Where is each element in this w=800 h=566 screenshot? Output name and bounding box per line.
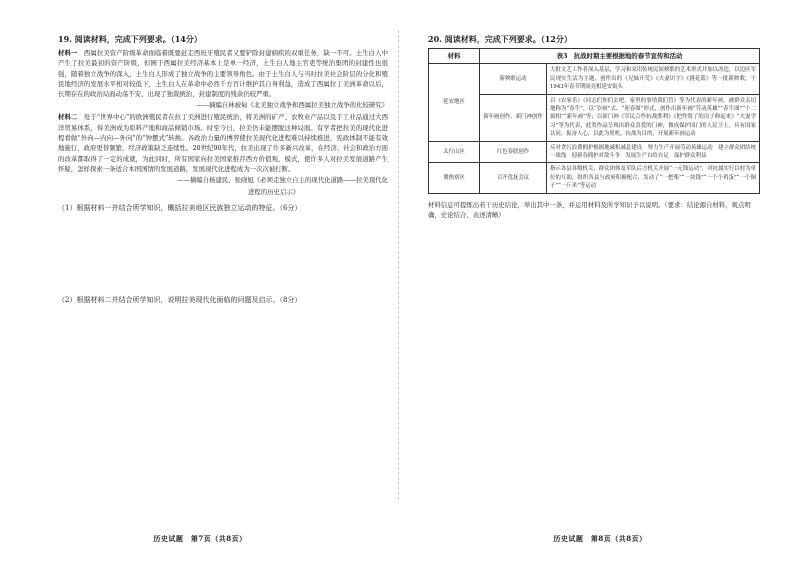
table-cell-activity: 新秧歌运动 [480,64,547,94]
material-table [428,48,760,194]
page-divider [398,30,399,500]
table-cell-activity: 新年画创作、新门神创作 [480,94,547,141]
table-header-row [429,49,760,64]
table-cell-region: 冀热察区 [429,163,480,193]
material-2-source-line1: ——摘编自杨建民、张晓旭《必须走独立自主的现代化道路——拉美现代化 [177,176,388,185]
material-2 [58,112,388,174]
material-2-label: 材料二 [58,113,78,122]
table-cell-desc: 以《农家乐》《同志们你们去吧，家里的事情我们管》等为代表的新年画，被群众亲切地称为“春牛”，以“岁画”式、“迎春图”形式，创作出新年画“劳动英雄”“春牛图”“十二属相”“新年画”等；以新门神《军民合作抗战胜利》《把炸毁了的房子修起来》“夫妻学习”等为代表，此类作品呈现出群众喜爱的门神，做成保护国门的人民卫士，具有国家认同，振奋人心，以此为契机，抗战为目的，开展新年画运动 [547,94,760,141]
table-cell-activity: 红色春联创作 [480,141,547,163]
material-1-text: 西属拉美资产阶级革命面临着既要赶走西班牙殖民者又要铲除封建痼疾的双重任务，缺一不可。土生白人中产生了拉美最初的资产阶级，但囿于西属拉美经济基本上是单一经济，土生白人地主官吏等统治集团的封建性也很强，随着独立战争的深入，土生白人形成了独立战争的主要领导角色。由于土生白人与当时拉美社会阶层的分化和殖民地经济的发展水平相对较低下，土生白人在革命中必然千方百计维护其自身利益，造成了西属拉丁美洲革命以后，长期存在的政治局面动荡不安，出现了独裁统治，封建制度的残余仍较严重。 [58,49,389,99]
material-1-source: ——摘编自林被甸《北美独立战争和西属拉美独立战争的比较研究》 [196,101,388,110]
material-1 [58,48,388,99]
question-19-heading: 19. 阅读材料，完成下列要求。（14分） [58,34,202,44]
material-1-label: 材料一 [58,49,78,57]
question-20-requirement: 材料信息可提炼出若干历史结论，举出其中一条，并运用材料及所学知识予以说明。（要求：结论源自材料，观点明确，史论结合，表述清晰） [428,200,751,219]
table-row [429,64,760,94]
table-cell-desc: 指示各县各级机关、群众团体及军队后方机关开展“一元钱运动”，对抗属实行以村为单位的互助，组织各县与政府积极配合，发动了“一把柴”“一块钱”“一个个鸡蛋”“一个铜子”“一斤米”等运动 [547,163,760,193]
question-19-part-2: （2）根据材料二并结合所学知识，说明拉美现代化面临的问题及启示。（8分） [58,296,302,305]
table-cell-region: 延安地区 [429,64,480,141]
question-20-heading: 20. 阅读材料，完成下列要求。（12分） [428,34,572,44]
page-8-footer: 历史试题 第8页（共8页） [553,534,647,543]
table-cell-activity: 召开优抚会议 [480,163,547,193]
material-2-text: 处于“世界中心”的欧洲殖民者在拉丁美洲进行殖民统治，将美洲的矿产、农牧业产品以及手工业品通过大西洋贸易体系，得美洲成为原料产地和商品倾销市场。时至今日，拉美仍未能摆脱这种局面。有学者把拉美的现代化进程看做“外向—内向—外向”的“钟摆式”转换。各政治力量的博弈使拉美现代化进程难以持续推进，宪政体制不能有效地施行，政府更替频繁，经济政策缺乏连续性。20世纪90年代，拉美出现了许多新兴改革，在经济、社会和政治方面的改革都取得了一定的成就，为此同时，所有国家向拉美国家推荐西方价值观、模式，使许多人对拉美发展道路产生怀疑，怎样探索一条适合本国国情的发展道路，发展现代化进程成为一次次被打断。 [58,113,388,173]
question-19-part-1: （1）根据材料一并结合所学知识，概括拉美地区民族独立运动的特征。（6分） [58,204,302,213]
page-7-footer: 历史试题 第7页（共8页） [153,534,247,543]
table-cell-desc: 反对贪污浪费拥护根据地减租减息建设 努力生产开展劳动英雄运动 建立群众团结统一战线 迎新春拥护对敌斗争 发展生产自给自足 保护群众利益 [547,141,760,163]
exam-page-8 [400,0,800,566]
table-cell-region: 太行山区 [429,141,480,163]
table-title: 表3 抗战时期主要根据地的春节宣传和活动 [480,49,760,64]
table-row [429,163,760,193]
table-header-material: 材料 [429,49,480,64]
table-row [429,141,760,163]
table-cell-desc: 大批文艺工作者深入基层，学习和采用传统民间秧歌的艺术形式并加以改造，以边区军民现实生活为主题，创作出的《兄妹开荒》《夫妻识字》《挑花篮》等一批新秧歌，于1943年春节期间亮相延安街头 [547,64,760,94]
material-2-source-line2: 进程的历史启示》 [248,188,300,197]
